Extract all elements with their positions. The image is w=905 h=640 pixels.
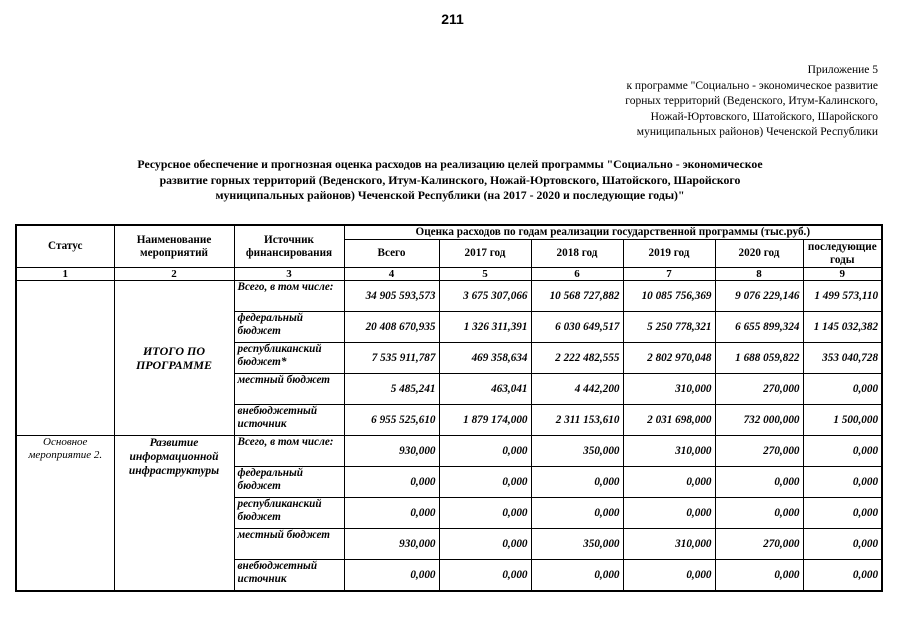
value-cell: 310,000: [623, 436, 715, 467]
header-2018: 2018 год: [531, 240, 623, 268]
value-cell: 0,000: [439, 560, 531, 592]
column-number: 6: [531, 268, 623, 281]
value-cell: 0,000: [344, 467, 439, 498]
column-number: 3: [234, 268, 344, 281]
column-number: 7: [623, 268, 715, 281]
appendix-note: [625, 63, 878, 141]
value-cell: 6 030 649,517: [531, 312, 623, 343]
value-cell: 1 688 059,822: [715, 343, 803, 374]
value-cell: 0,000: [803, 560, 882, 592]
value-cell: 1 500,000: [803, 405, 882, 436]
value-cell: 5 485,241: [344, 374, 439, 405]
table-row: [16, 281, 882, 312]
appendix-line: горных территорий (Веденского, Итум-Калинского,: [625, 95, 878, 108]
value-cell: 270,000: [715, 436, 803, 467]
value-cell: 5 250 778,321: [623, 312, 715, 343]
appendix-line: к программе "Социально - экономическое развитие: [626, 79, 878, 92]
header-2019: 2019 год: [623, 240, 715, 268]
value-cell: 0,000: [803, 498, 882, 529]
value-cell: 0,000: [439, 529, 531, 560]
value-cell: 0,000: [715, 498, 803, 529]
value-cell: 0,000: [623, 467, 715, 498]
value-cell: 1 326 311,391: [439, 312, 531, 343]
value-cell: 0,000: [531, 560, 623, 592]
value-cell: 270,000: [715, 374, 803, 405]
budget-table: [15, 224, 883, 592]
row-source: местный бюджет: [234, 374, 344, 405]
page-number: 211: [441, 11, 464, 27]
appendix-line: Ножай-Юртовского, Шатойского, Шаройского: [650, 110, 878, 123]
row-name: Развитие информационной инфраструктуры: [114, 436, 234, 592]
value-cell: 20 408 670,935: [344, 312, 439, 343]
column-number: 1: [16, 268, 114, 281]
value-cell: 6 655 899,324: [715, 312, 803, 343]
value-cell: 9 076 229,146: [715, 281, 803, 312]
value-cell: 732 000,000: [715, 405, 803, 436]
row-source: федеральный бюджет: [234, 467, 344, 498]
value-cell: 0,000: [439, 467, 531, 498]
row-status: Основное мероприятие 2.: [16, 436, 114, 592]
value-cell: 350,000: [531, 529, 623, 560]
header-later: последующие годы: [803, 240, 882, 268]
row-source: Всего, в том числе:: [234, 281, 344, 312]
title-line: муниципальных районов) Чеченской Республики (на 2017 - 2020 и последующие годы)": [215, 188, 685, 203]
value-cell: 7 535 911,787: [344, 343, 439, 374]
appendix-line: Приложение 5: [807, 64, 878, 76]
column-number: 2: [114, 268, 234, 281]
value-cell: 0,000: [439, 498, 531, 529]
value-cell: 0,000: [344, 498, 439, 529]
row-source: местный бюджет: [234, 529, 344, 560]
value-cell: 270,000: [715, 529, 803, 560]
value-cell: 10 568 727,882: [531, 281, 623, 312]
row-source: внебюджетный источник: [234, 405, 344, 436]
header-status: Статус: [16, 225, 114, 268]
title-line: Ресурсное обеспечение и прогнозная оценка расходов на реализацию целей программы "Социально - экономическое: [137, 157, 763, 171]
value-cell: 2 031 698,000: [623, 405, 715, 436]
value-cell: 0,000: [715, 560, 803, 592]
column-number-row: [16, 268, 882, 281]
value-cell: 469 358,634: [439, 343, 531, 374]
value-cell: 0,000: [531, 467, 623, 498]
row-name: ИТОГО ПО ПРОГРАММЕ: [114, 281, 234, 436]
value-cell: 0,000: [623, 498, 715, 529]
value-cell: 3 675 307,066: [439, 281, 531, 312]
header-2020: 2020 год: [715, 240, 803, 268]
header-source: Источник финансирования: [234, 225, 344, 268]
value-cell: 0,000: [803, 529, 882, 560]
column-number: 4: [344, 268, 439, 281]
appendix-line: муниципальных районов) Чеченской Республики: [636, 126, 878, 139]
column-number: 5: [439, 268, 531, 281]
document-title: [95, 157, 805, 204]
value-cell: 0,000: [803, 467, 882, 498]
value-cell: 2 311 153,610: [531, 405, 623, 436]
value-cell: 6 955 525,610: [344, 405, 439, 436]
value-cell: 0,000: [623, 560, 715, 592]
row-status: [16, 281, 114, 436]
value-cell: 0,000: [803, 436, 882, 467]
column-number: 9: [803, 268, 882, 281]
header-total: Всего: [344, 240, 439, 268]
value-cell: 463,041: [439, 374, 531, 405]
value-cell: 310,000: [623, 529, 715, 560]
value-cell: 0,000: [803, 374, 882, 405]
row-source: республиканский бюджет: [234, 498, 344, 529]
value-cell: 350,000: [531, 436, 623, 467]
row-source: федеральный бюджет: [234, 312, 344, 343]
value-cell: 1 145 032,382: [803, 312, 882, 343]
title-line: развитие горных территорий (Веденского, Итум-Калинского, Ножай-Юртовского, Шатойского, Шаройского: [159, 172, 741, 187]
value-cell: 310,000: [623, 374, 715, 405]
column-number: 8: [715, 268, 803, 281]
value-cell: 353 040,728: [803, 343, 882, 374]
value-cell: 1 499 573,110: [803, 281, 882, 312]
row-source: внебюджетный источник: [234, 560, 344, 592]
header-estimate: Оценка расходов по годам реализации государственной программы (тыс.руб.): [344, 225, 882, 240]
value-cell: 930,000: [344, 529, 439, 560]
value-cell: 2 802 970,048: [623, 343, 715, 374]
value-cell: 1 879 174,000: [439, 405, 531, 436]
header-2017: 2017 год: [439, 240, 531, 268]
value-cell: 0,000: [439, 436, 531, 467]
value-cell: 0,000: [344, 560, 439, 592]
value-cell: 0,000: [531, 498, 623, 529]
value-cell: 10 085 756,369: [623, 281, 715, 312]
row-source: республиканский бюджет*: [234, 343, 344, 374]
value-cell: 4 442,200: [531, 374, 623, 405]
value-cell: 2 222 482,555: [531, 343, 623, 374]
value-cell: 34 905 593,573: [344, 281, 439, 312]
row-source: Всего, в том числе:: [234, 436, 344, 467]
header-name: Наименование мероприятий: [114, 225, 234, 268]
value-cell: 0,000: [715, 467, 803, 498]
value-cell: 930,000: [344, 436, 439, 467]
table-row: [16, 436, 882, 467]
